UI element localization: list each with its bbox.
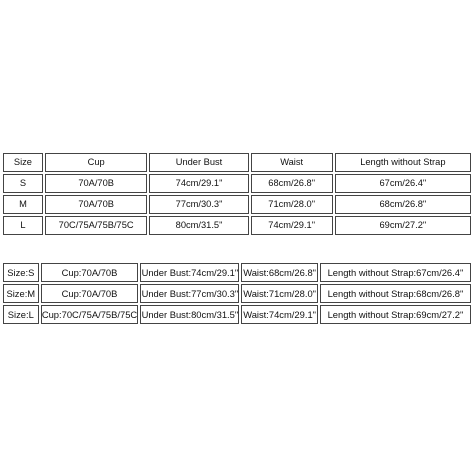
cell-cup: Cup:70C/75A/75B/75C <box>41 305 139 324</box>
cell-size: Size:L <box>3 305 39 324</box>
header-length: Length without Strap <box>335 153 471 172</box>
cell-under-bust: Under Bust:77cm/30.3" <box>140 284 239 303</box>
cell-length: Length without Strap:67cm/26.4" <box>320 263 471 282</box>
cell-cup: 70C/75A/75B/75C <box>45 216 148 235</box>
cell-cup: Cup:70A/70B <box>41 284 139 303</box>
table-header-row <box>3 153 471 172</box>
cell-size: Size:M <box>3 284 39 303</box>
cell-length: 69cm/27.2" <box>335 216 471 235</box>
header-waist: Waist <box>251 153 333 172</box>
cell-length: 67cm/26.4" <box>335 174 471 193</box>
cell-cup: 70A/70B <box>45 195 148 214</box>
cell-waist: 74cm/29.1" <box>251 216 333 235</box>
cell-cup: 70A/70B <box>45 174 148 193</box>
cell-under-bust: 74cm/29.1" <box>149 174 248 193</box>
cell-size: M <box>3 195 43 214</box>
cell-waist: Waist:74cm/29.1" <box>241 305 318 324</box>
cell-waist: 71cm/28.0" <box>251 195 333 214</box>
table-row <box>3 284 471 303</box>
table-row <box>3 216 471 235</box>
cell-size: Size:S <box>3 263 39 282</box>
table-row <box>3 195 471 214</box>
size-chart-inline-table <box>1 261 473 326</box>
cell-length: Length without Strap:68cm/26.8" <box>320 284 471 303</box>
cell-size: L <box>3 216 43 235</box>
cell-under-bust: Under Bust:80cm/31.5" <box>140 305 239 324</box>
header-cup: Cup <box>45 153 148 172</box>
cell-cup: Cup:70A/70B <box>41 263 139 282</box>
cell-length: Length without Strap:69cm/27.2" <box>320 305 471 324</box>
header-size: Size <box>3 153 43 172</box>
cell-waist: 68cm/26.8" <box>251 174 333 193</box>
cell-under-bust: Under Bust:74cm/29.1" <box>140 263 239 282</box>
cell-under-bust: 80cm/31.5" <box>149 216 248 235</box>
size-chart-table <box>1 151 473 237</box>
table-row <box>3 263 471 282</box>
cell-waist: Waist:71cm/28.0" <box>241 284 318 303</box>
cell-waist: Waist:68cm/26.8" <box>241 263 318 282</box>
header-under-bust: Under Bust <box>149 153 248 172</box>
cell-under-bust: 77cm/30.3" <box>149 195 248 214</box>
table-row <box>3 305 471 324</box>
cell-size: S <box>3 174 43 193</box>
cell-length: 68cm/26.8" <box>335 195 471 214</box>
table-row <box>3 174 471 193</box>
